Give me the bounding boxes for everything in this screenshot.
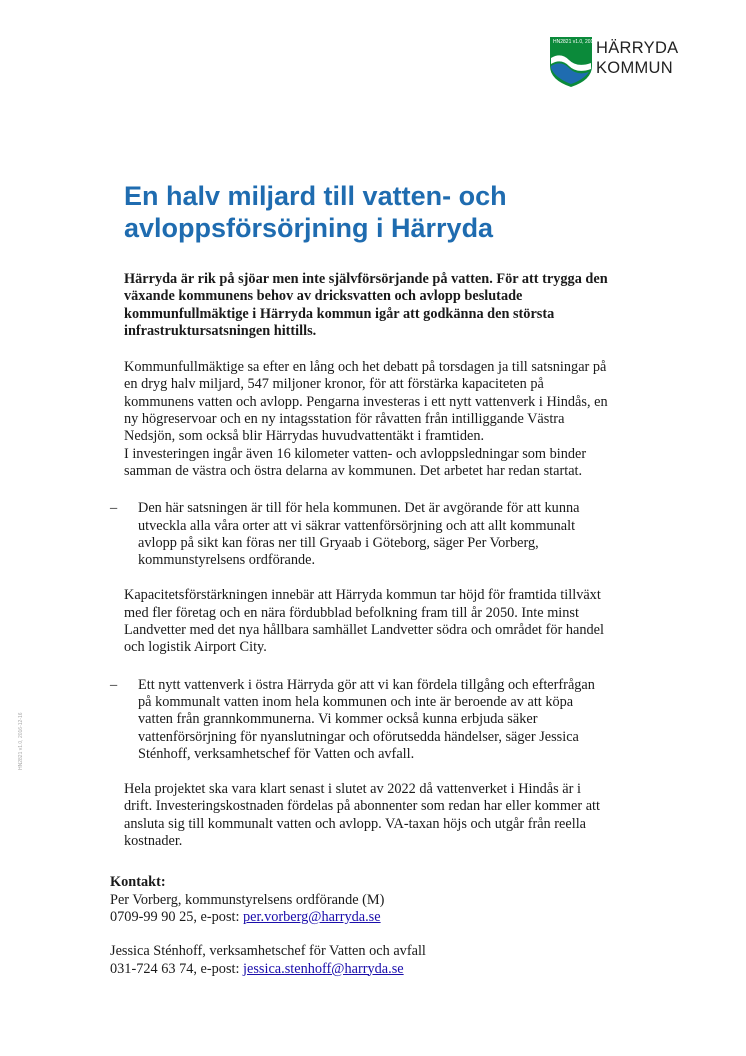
quote-dash: – <box>110 676 118 693</box>
contact-1-phone: 0709-99 90 25, e-post: <box>110 908 244 925</box>
quote-dash: – <box>110 500 118 517</box>
contact-2-line <box>110 961 610 978</box>
quote-per-vorberg <box>110 500 610 569</box>
body-paragraph-1b: I investeringen ingår även 16 kilometer vatten- och avloppsledningar som binder samman de västra och östra delarna av kommunen. Det arbetet har redan startat. <box>124 445 587 479</box>
body-paragraph-1a: Kommunfullmäktige sa efter en lång och het debatt på torsdagen ja till satsningar på en dryg halv miljard, 547 miljoner kronor, för att förstärka kapaciteten på kommunens vatten och avlopp. Pengarna investeras i ett nytt vattenverk i Hindås, en ny högreservoar och en ny intagsstation för råvatten från intilliggande Västra Nedsjön, som också blir Härrydas huvudvattentäkt i framtiden. <box>124 359 608 445</box>
title-line-1: En halv miljard till vatten- och <box>124 181 507 211</box>
body-paragraph-3: Hela projektet ska vara klart senast i slutet av 2022 då vattenverket i Hindås är i drift. Investeringskostnaden fördelas på abonnenter som redan har eller kommer att ansluta sig till kommunalt vatten och avlopp. VA-taxan höjs och utgår från reella kostnader. <box>124 781 600 850</box>
contact-2-phone: 031-724 63 74, e-post: <box>110 960 244 977</box>
contact-1-name: Per Vorberg, kommunstyrelsens ordförande (M) <box>110 891 385 908</box>
body-paragraph-1 <box>124 359 610 480</box>
side-document-code: HN2821 v1.0, 2016-12-16 <box>18 712 24 770</box>
contact-2-email-link[interactable]: jessica.stenhoff@harryda.se <box>243 960 404 977</box>
contact-2-name: Jessica Sténhoff, verksamhetschef för Vatten och avfall <box>110 943 426 960</box>
article-title <box>124 180 610 244</box>
logo-code-text: HN2821 v1.0, 2016-12-16 <box>553 39 611 45</box>
harryda-kommun-logo <box>549 36 699 88</box>
quote-jessica-stenhoff <box>110 677 610 763</box>
quote-1-text: Den här satsningen är till för hela kommunen. Det är avgörande för att kunna utveckla alla våra orter att vi säkrar vattenförsörjning och att allt kommunalt avlopp på sikt kan föras ner till Gryaab i Göteborg, säger Per Vorberg, kommunstyrelsens ordförande. <box>138 500 580 569</box>
contact-label: Kontakt: <box>110 874 166 891</box>
article <box>110 180 610 978</box>
body-paragraph-2: Kapacitetsförstärkningen innebär att Härryda kommun tar höjd för framtida tillväxt med fler företag och en nära fördubblad befolkning fram till år 2050. Inte minst Landvetter med det nya hållbara samhället Landvetter södra och området för handel och logistik Airport City. <box>124 587 604 656</box>
logo-text-kommun: KOMMUN <box>596 59 673 77</box>
contact-block <box>110 874 610 977</box>
logo-text-harryda: HÄRRYDA <box>596 39 679 57</box>
lead-paragraph: Härryda är rik på sjöar men inte självförsörjande på vatten. För att trygga den växande kommunens behov av dricksvatten och avlopp beslutade kommunfullmäktige i Härryda kommun igår att godkänna den största infrastruktursatsningen hittills. <box>124 271 608 339</box>
contact-1-email-link[interactable]: per.vorberg@harryda.se <box>243 908 381 925</box>
quote-2-text: Ett nytt vattenverk i östra Härryda gör att vi kan fördela tillgång och efterfrågan på kommunalt vatten inom hela kommunen och inte är beroende av att köpa vatten från grannkommunerna. Vi kommer också kunna erbjuda säker vattenförsörjning för nyanslutningar och oförutsedda händelser, säger Jessica Sténhoff, verksamhetschef för Vatten och avfall. <box>138 676 595 762</box>
contact-1-line <box>110 909 610 926</box>
title-line-2: avloppsförsörjning i Härryda <box>124 213 494 243</box>
